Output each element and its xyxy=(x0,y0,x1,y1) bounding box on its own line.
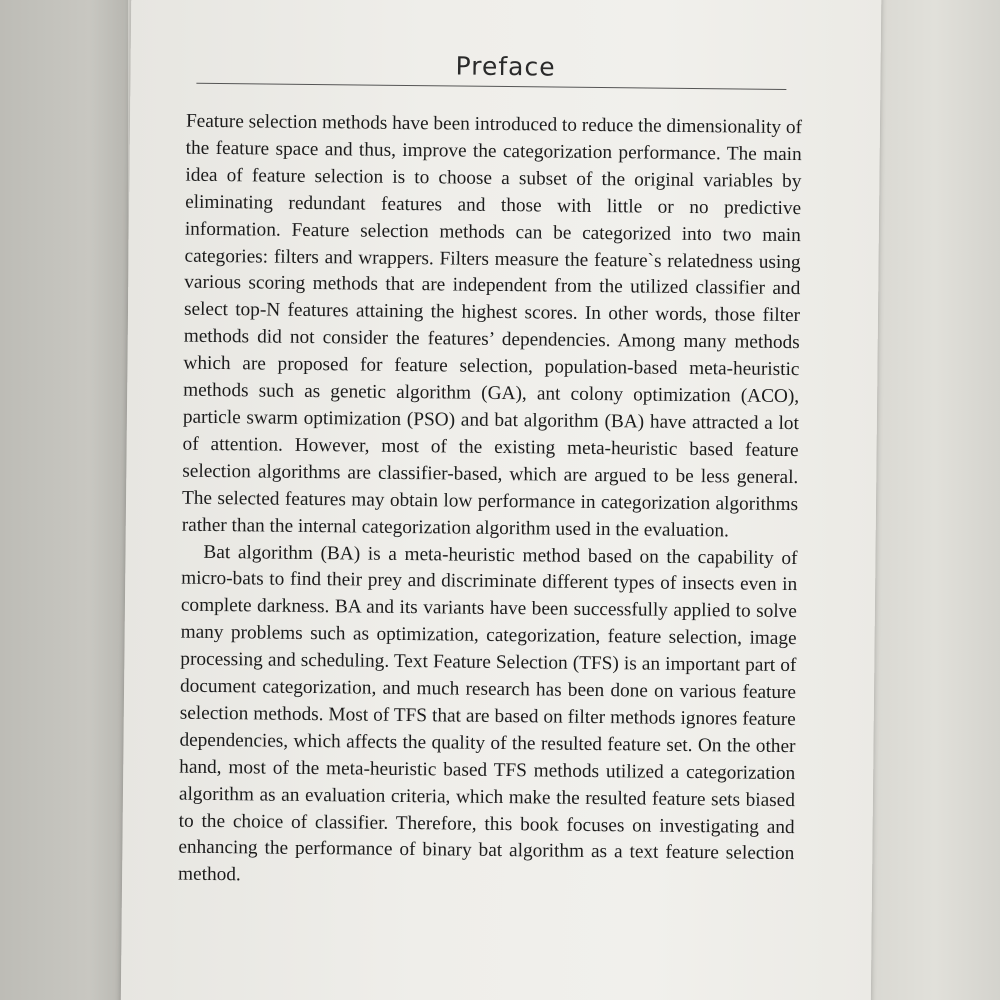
page-title: Preface xyxy=(455,51,556,82)
page-body xyxy=(178,109,802,896)
paragraph-2: Bat algorithm (BA) is a meta-heuristic method based on the capability of micro-bats to find their prey and discriminate different types of insects even in complete darkness. BA and its variants have been successfully applied to solve many problems such as optimization, categorization, feature selection, image processing and scheduling. Text Feature Selection (TFS) is an important part of document categorization, and much research has been done on various feature selection methods. Most of TFS that are based on filter methods ignores feature dependencies, which affects the quality of the resulted feature set. On the other hand, most of the meta-heuristic based TFS methods utilized a categorization algorithm as an evaluation criteria, which make the resulted feature sets biased to the choice of classifier. Therefore, this book focuses on investigating and enhancing the performance of binary bat algorithm as a text feature selection method. xyxy=(178,541,798,886)
background-left xyxy=(0,0,128,1000)
title-underline xyxy=(196,83,786,90)
background-right xyxy=(870,0,1000,1000)
book-page xyxy=(121,0,882,1000)
paragraph-1: Feature selection methods have been introduced to reduce the dimensionality of the feature space and thus, improve the categorization performance. The main idea of feature selection is to choose a subset of the original variables by eliminating redundant features and those with little or no predictive information. Feature selection methods can be categorized into two main categories: filters and wrappers. Filters measure the feature`s relatedness using various scoring methods that are independent from the utilized classifier and select top-N features attaining the highest scores. In other words, those filter methods did not consider the features’ dependencies. Among many methods which are proposed for feature selection, population-based meta-heuristic methods such as genetic algorithm (GA), ant colony optimization (ACO), particle swarm optimization (PSO) and bat algorithm (BA) have attracted a lot of attention. However, most of the existing meta-heuristic based feature selection algorithms are classifier-based, which are argued to be less general. The selected features may obtain low performance in categorization algorithms rather than the internal categorization algorithm used in the evaluation. xyxy=(181,110,803,541)
